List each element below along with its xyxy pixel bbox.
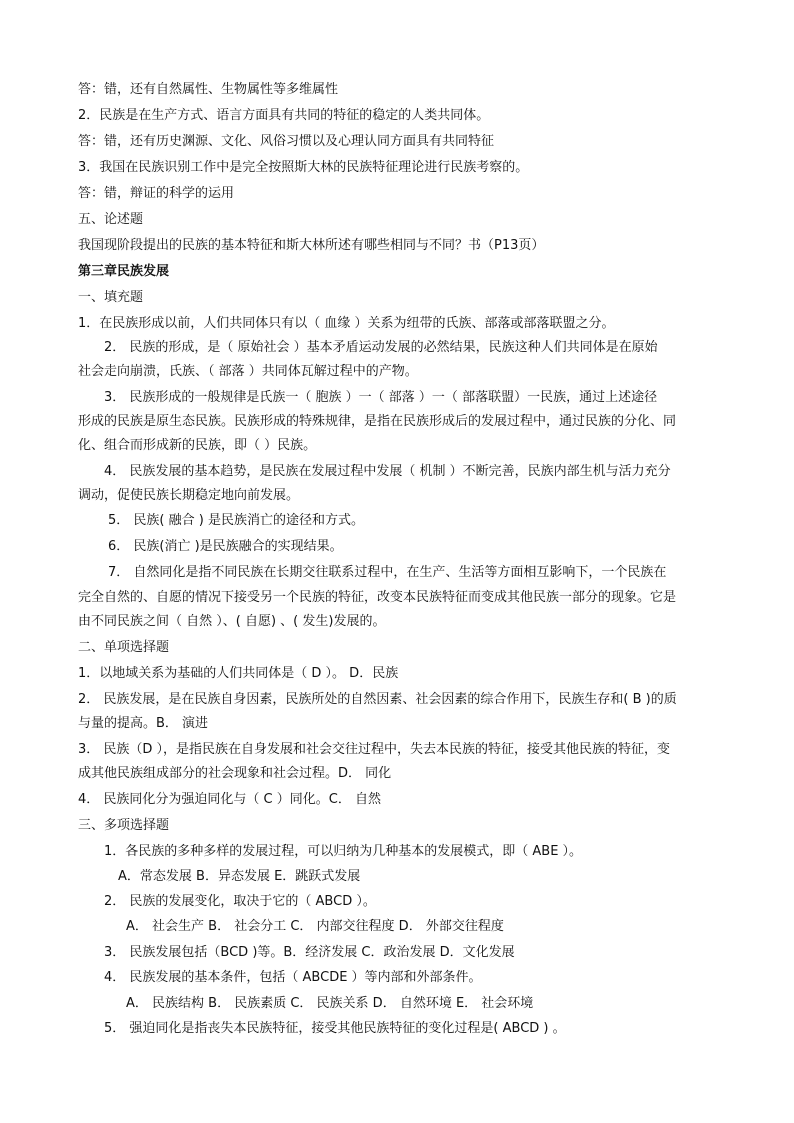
answer-line: 答：错，还有历史渊源、文化、风俗习惯以及心理认同方面具有共同特征: [78, 134, 495, 149]
question-line: 5． 民族( 融合 ) 是民族消亡的途径和方式。: [108, 513, 364, 528]
answer-line: 答：错，还有自然属性、生物属性等多维属性: [78, 82, 339, 97]
question-line: 4． 民族发展的基本条件，包括（ ABCDE ）等内部和外部条件。: [104, 970, 482, 985]
question-line: 由不同民族之间（ 自然 ）、( 自愿) 、( 发生)发展的。: [78, 614, 386, 629]
question-line: 2． 民族的形成，是（ 原始社会 ）基本矛盾运动发展的必然结果，民族这种人们共同体是在原始: [104, 340, 658, 355]
option-line: A．常态发展 B．异态发展 E．跳跃式发展: [118, 869, 361, 884]
question-line: 3．我国在民族识别工作中是完全按照斯大林的民族特征理论进行民族考察的。: [78, 160, 529, 175]
question-line: 我国现阶段提出的民族的基本特征和斯大林所述有哪些相同与不同？书（P13页）: [78, 238, 545, 253]
answer-line: 答：错，辩证的科学的运用: [78, 186, 235, 201]
question-line: 形成的民族是原生态民族。民族形成的特殊规律，是指在民族形成后的发展过程中，通过民族的分化、同: [78, 414, 677, 429]
question-line: 1．以地域关系为基础的人们共同体是（ D ）。 D．民族: [78, 666, 399, 681]
question-line: 6． 民族(消亡 )是民族融合的实现结果。: [108, 539, 343, 554]
question-line: 2．民族是在生产方式、语言方面具有共同的特征的稳定的人类共同体。: [78, 108, 490, 123]
question-line: 4． 民族同化分为强迫同化与（ C ）同化。C． 自然: [78, 792, 381, 807]
section-heading: 一、填充题: [78, 290, 144, 305]
question-line: 1．在民族形成以前，人们共同体只有以（ 血缘 ）关系为纽带的氏族、部落或部落联盟之分。: [78, 316, 615, 331]
chapter-title: 第三章民族发展: [78, 264, 170, 279]
question-line: 3． 民族发展包括（BCD )等。B．经济发展 C．政治发展 D．文化发展: [104, 945, 515, 960]
section-heading: 三、多项选择题: [78, 818, 170, 833]
question-line: 3． 民族形成的一般规律是氏族一（ 胞族 ）一（ 部落 ）一（ 部落联盟）一民族，通过上述途径: [104, 390, 658, 405]
option-line: A． 民族结构 B． 民族素质 C． 民族关系 D． 自然环境 E． 社会环境: [126, 996, 534, 1011]
question-line: 化、组合而形成新的民族，即（ ）民族。: [78, 438, 317, 453]
question-line: 7． 自然同化是指不同民族在长期交往联系过程中，在生产、生活等方面相互影响下，一个民族在: [108, 565, 667, 580]
question-line: 社会走向崩溃，氏族、（ 部落 ）共同体瓦解过程中的产物。: [78, 364, 418, 379]
question-line: 3． 民族（D ），是指民族在自身发展和社会交往过程中，失去本民族的特征，接受其他民族的特征，变: [78, 742, 671, 757]
question-line: 1．各民族的多种多样的发展过程，可以归纳为几种基本的发展模式，即（ ABE ）。: [104, 844, 583, 859]
section-heading: 二、单项选择题: [78, 640, 170, 655]
question-line: 完全自然的、自愿的情况下接受另一个民族的特征，改变本民族特征而变成其他民族一部分的现象。它是: [78, 590, 677, 605]
question-line: 2． 民族的发展变化，取决于它的（ ABCD ）。: [104, 894, 376, 909]
section-heading: 五、论述题: [78, 212, 144, 227]
question-line: 与量的提高。B． 演进: [78, 716, 209, 731]
question-line: 2． 民族发展，是在民族自身因素，民族所处的自然因素、社会因素的综合作用下，民族生存和( B )的质: [78, 692, 677, 707]
question-line: 调动，促使民族长期稳定地向前发展。: [78, 488, 300, 503]
question-line: 成其他民族组成部分的社会现象和社会过程。D． 同化: [78, 766, 392, 781]
question-line: 5． 强迫同化是指丧失本民族特征，接受其他民族特征的变化过程是( ABCD ) 。: [104, 1021, 566, 1036]
option-line: A． 社会生产 B． 社会分工 C． 内部交往程度 D． 外部交往程度: [126, 919, 504, 934]
question-line: 4． 民族发展的基本趋势，是民族在发展过程中发展（ 机制 ）不断完善，民族内部生机与活力充分: [104, 464, 671, 479]
